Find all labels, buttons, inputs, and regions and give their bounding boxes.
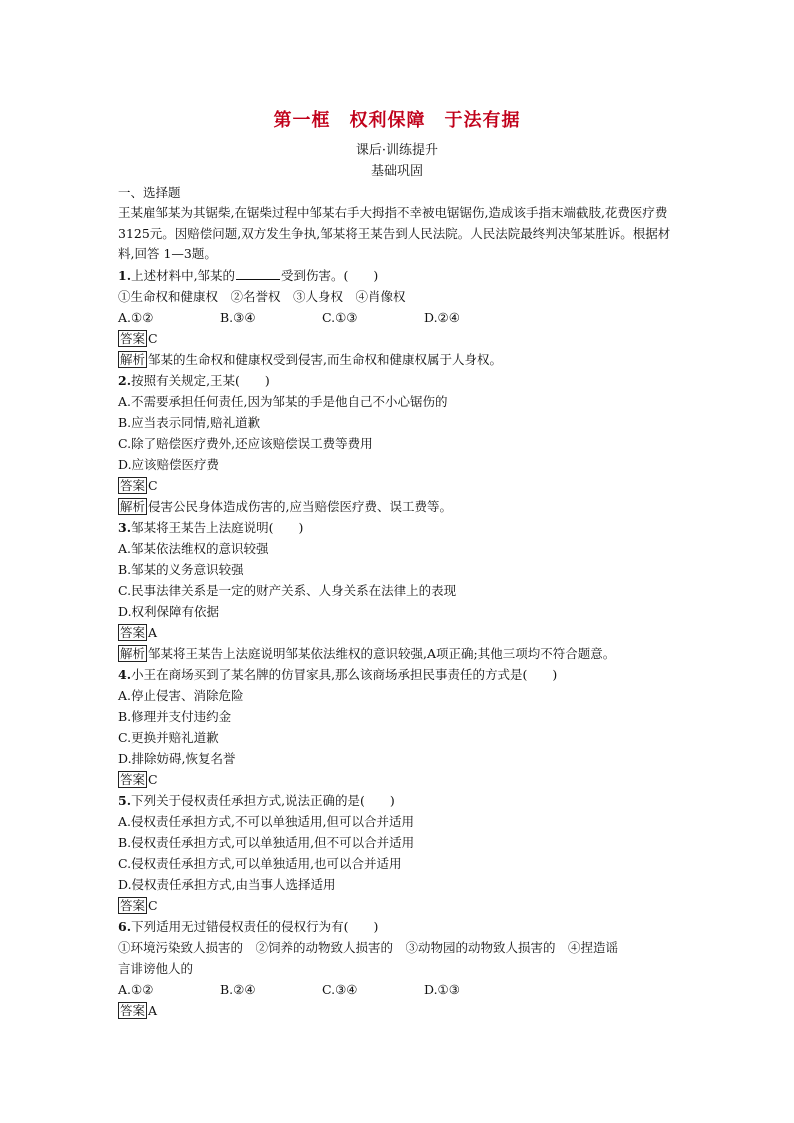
question-6-choices <box>118 979 678 1000</box>
analysis-text: 侵害公民身体造成伤害的,应当赔偿医疗费、误工费等。 <box>148 499 452 515</box>
answer-row <box>118 328 678 349</box>
analysis-text: 邹某将王某告上法庭说明邹某依法维权的意识较强,A项正确;其他三项均不符合题意。 <box>148 646 616 662</box>
page-title: 第一框 权利保障 于法有据 <box>273 110 521 131</box>
option-d: D.排除妨碍,恢复名誉 <box>118 751 236 767</box>
stem-text: 下列适用无过错侵权责任的侵权行为有( ) <box>131 919 379 935</box>
answer-label: 答案 <box>120 478 146 494</box>
answer-row <box>118 622 678 643</box>
option-c: C.民事法律关系是一定的财产关系、人身关系在法律上的表现 <box>118 583 457 599</box>
option-c: C.侵权责任承担方式,可以单独适用,也可以合并适用 <box>118 856 402 872</box>
question-6-items-cont: 言诽谤他人的 <box>118 961 194 977</box>
analysis-label: 解析 <box>120 499 146 515</box>
question-number: 3. <box>118 520 132 536</box>
stem-text: 小王在商场买到了某名牌的仿冒家具,那么该商场承担民事责任的方式是( ) <box>131 667 558 683</box>
choice-b: B.③④ <box>220 310 256 326</box>
material-passage: 王某雇邹某为其锯柴,在锯柴过程中邹某右手大拇指不幸被电锯锯伤,造成该手指末端截肢,花费医疗费 3125元。因赔偿问题,双方发生争执,邹某将王某告到人民法院。人民法院最终判决邹某胜诉。根据材料,回答 1—3题。 <box>118 205 671 262</box>
question-6-items: ①环境污染致人损害的 ②饲养的动物致人损害的 ③动物园的动物致人损害的 ④捏造谣 <box>118 940 619 956</box>
option-b: B.邹某的义务意识较强 <box>118 562 244 578</box>
choice-d: D.①③ <box>424 982 460 998</box>
analysis-text: 邹某的生命权和健康权受到侵害,而生命权和健康权属于人身权。 <box>148 352 502 368</box>
choice-c: C.①③ <box>322 310 358 326</box>
section-subtitle: 基础巩固 <box>370 164 423 179</box>
answer-value: A <box>148 625 158 641</box>
stem-text: 下列关于侵权责任承担方式,说法正确的是( ) <box>131 793 395 809</box>
question-6-stem <box>118 916 678 937</box>
answer-label: 答案 <box>120 625 146 641</box>
page-subtitle: 课后·训练提升 <box>355 143 439 158</box>
stem-text: 上述材料中,邹某的 <box>131 268 236 284</box>
choice-d: D.②④ <box>424 310 460 326</box>
question-4-stem <box>118 664 678 685</box>
stem-text: 受到伤害。( ) <box>281 268 379 284</box>
question-content <box>118 182 678 1021</box>
choice-a: A.①② <box>118 982 154 998</box>
option-b: B.修理并支付违约金 <box>118 709 232 725</box>
answer-row <box>118 475 678 496</box>
question-5-stem <box>118 790 678 811</box>
answer-row <box>118 769 678 790</box>
choice-c: C.③④ <box>322 982 358 998</box>
option-c: C.除了赔偿医疗费外,还应该赔偿误工费等费用 <box>118 436 373 452</box>
option-b: B.侵权责任承担方式,可以单独适用,但不可以合并适用 <box>118 835 415 851</box>
question-1-choices <box>118 307 678 328</box>
analysis-label: 解析 <box>120 646 146 662</box>
stem-text: 邹某将王某告上法庭说明( ) <box>131 520 304 536</box>
answer-label: 答案 <box>120 898 146 914</box>
answer-value: C <box>148 478 158 494</box>
answer-value: A <box>148 1003 158 1019</box>
option-a: A.不需要承担任何责任,因为邹某的手是他自己不小心锯伤的 <box>118 394 448 410</box>
choice-a: A.①② <box>118 310 154 326</box>
answer-value: C <box>148 898 158 914</box>
option-a: A.侵权责任承担方式,不可以单独适用,但可以合并适用 <box>118 814 414 830</box>
question-number: 6. <box>118 919 132 935</box>
stem-text: 按照有关规定,王某( ) <box>131 373 270 389</box>
answer-value: C <box>148 772 158 788</box>
option-c: C.更换并赔礼道歉 <box>118 730 219 746</box>
answer-value: C <box>148 331 158 347</box>
question-number: 5. <box>118 793 132 809</box>
answer-label: 答案 <box>120 772 146 788</box>
question-number: 2. <box>118 373 132 389</box>
question-1-items: ①生命权和健康权 ②名誉权 ③人身权 ④肖像权 <box>118 289 406 305</box>
analysis-row <box>118 643 678 664</box>
answer-label: 答案 <box>120 1003 146 1019</box>
answer-row <box>118 895 678 916</box>
section-heading: 一、选择题 <box>118 185 181 200</box>
option-d: D.权利保障有依据 <box>118 604 220 620</box>
analysis-row <box>118 496 678 517</box>
answer-label: 答案 <box>120 331 146 347</box>
option-a: A.停止侵害、消除危险 <box>118 688 244 704</box>
option-b: B.应当表示同情,赔礼道歉 <box>118 415 261 431</box>
question-number: 4. <box>118 667 132 683</box>
question-2-stem <box>118 370 678 391</box>
option-a: A.邹某依法维权的意识较强 <box>118 541 269 557</box>
option-d: D.侵权责任承担方式,由当事人选择适用 <box>118 877 336 893</box>
analysis-row <box>118 349 678 370</box>
analysis-label: 解析 <box>120 352 146 368</box>
question-3-stem <box>118 517 678 538</box>
answer-row <box>118 1000 678 1021</box>
fill-blank <box>236 267 280 280</box>
choice-b: B.②④ <box>220 982 256 998</box>
question-number: 1. <box>118 268 132 284</box>
option-d: D.应该赔偿医疗费 <box>118 457 220 473</box>
question-1-stem <box>118 265 678 286</box>
